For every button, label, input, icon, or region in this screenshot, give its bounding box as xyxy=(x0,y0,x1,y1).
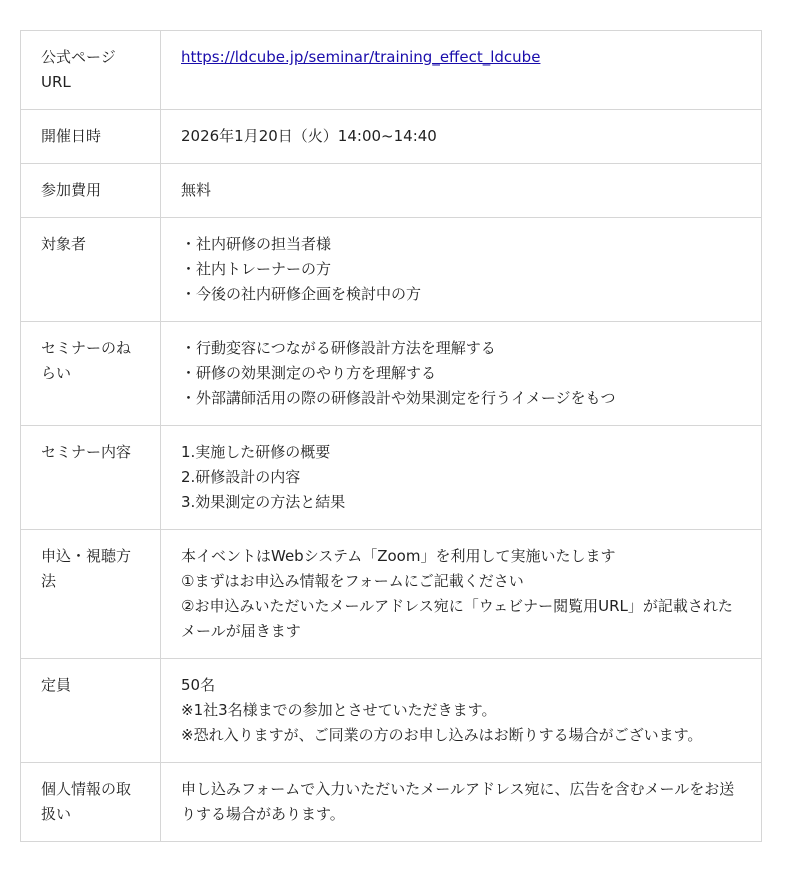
row-value xyxy=(161,659,762,763)
table-row-target xyxy=(21,218,762,322)
fee-text: 無料 xyxy=(181,181,212,199)
seminar-info-table xyxy=(20,30,762,842)
row-label: 参加費用 xyxy=(21,164,161,218)
list-item: 3.効果測定の方法と結果 xyxy=(181,493,346,511)
row-value xyxy=(161,763,762,842)
row-label: 定員 xyxy=(21,659,161,763)
privacy-text: 申し込みフォームで入力いただいたメールアドレス宛に、広告を含むメールをお送りする場合があります。 xyxy=(181,780,735,823)
table-row-application xyxy=(21,530,762,659)
row-value xyxy=(161,31,762,110)
table-row-privacy xyxy=(21,763,762,842)
list-item: 2.研修設計の内容 xyxy=(181,468,301,486)
row-value xyxy=(161,530,762,659)
list-item: ・今後の社内研修企画を検討中の方 xyxy=(181,285,422,303)
official-page-link[interactable]: https://ldcube.jp/seminar/training_effect_ldcube xyxy=(181,48,541,66)
list-item: 本イベントはWebシステム「Zoom」を利用して実施いたします xyxy=(181,547,616,565)
row-value xyxy=(161,218,762,322)
list-item: ・社内研修の担当者様 xyxy=(181,235,332,253)
list-item: 50名 xyxy=(181,676,216,694)
table-row-date xyxy=(21,110,762,164)
list-item: ②お申込みいただいたメールアドレス宛に「ウェビナー閲覧用URL」が記載されたメールが届きます xyxy=(181,597,733,640)
list-item: ※恐れ入りますが、ご同業の方のお申し込みはお断りする場合がございます。 xyxy=(181,726,703,744)
row-label: 対象者 xyxy=(21,218,161,322)
list-item: ・行動変容につながる研修設計方法を理解する xyxy=(181,339,496,357)
row-label: 申込・視聴方法 xyxy=(21,530,161,659)
table-row-content xyxy=(21,426,762,530)
table-row-fee xyxy=(21,164,762,218)
row-label: 公式ページURL xyxy=(21,31,161,110)
list-item: ・研修の効果測定のやり方を理解する xyxy=(181,364,437,382)
date-text: 2026年1月20日（火）14:00~14:40 xyxy=(181,127,437,145)
row-value xyxy=(161,322,762,426)
table-row-capacity xyxy=(21,659,762,763)
row-value xyxy=(161,426,762,530)
list-item: ※1社3名様までの参加とさせていただきます。 xyxy=(181,701,497,719)
list-item: ・外部講師活用の際の研修設計や効果測定を行うイメージをもつ xyxy=(181,389,616,407)
row-label: セミナーのねらい xyxy=(21,322,161,426)
list-item: ・社内トレーナーの方 xyxy=(181,260,332,278)
list-item: ①まずはお申込み情報をフォームにご記載ください xyxy=(181,572,524,590)
row-label: セミナー内容 xyxy=(21,426,161,530)
row-label: 個人情報の取扱い xyxy=(21,763,161,842)
table-row-aim xyxy=(21,322,762,426)
table-row-official-page xyxy=(21,31,762,110)
list-item: 1.実施した研修の概要 xyxy=(181,443,331,461)
row-label: 開催日時 xyxy=(21,110,161,164)
row-value xyxy=(161,110,762,164)
row-value xyxy=(161,164,762,218)
